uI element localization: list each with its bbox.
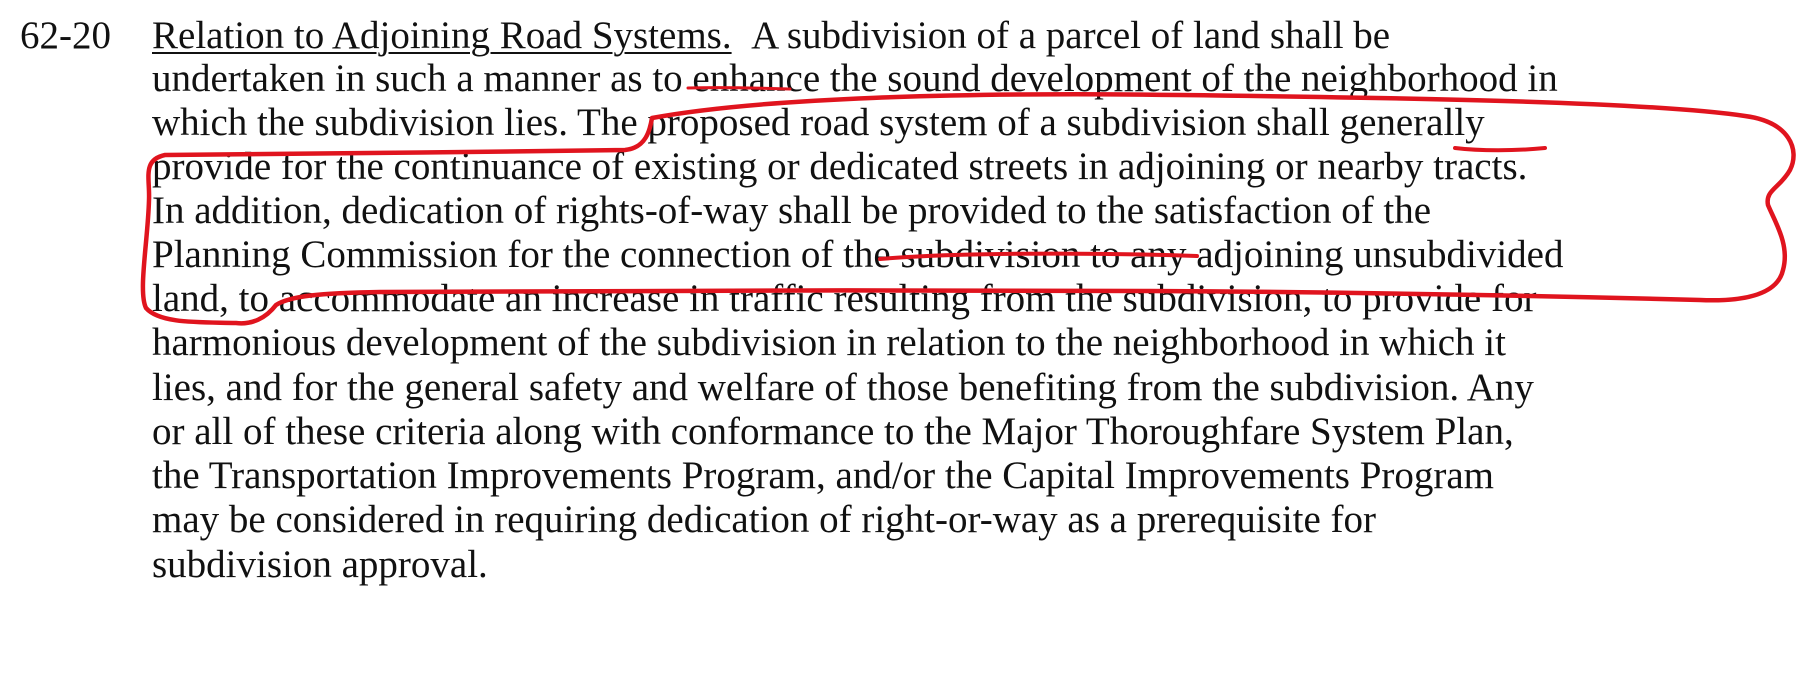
paragraph-line-6: Planning Commission for the connection of the subdivision to any adjoining unsubdivided <box>152 233 1564 276</box>
section-number: 62-20 <box>20 14 111 57</box>
paragraph-line-5: In addition, dedication of rights-of-way shall be provided to the satisfaction of the <box>152 189 1432 232</box>
paragraph-line-13: subdivision approval. <box>152 543 488 586</box>
paragraph-line-12: may be considered in requiring dedication of right-or-way as a prerequisite for <box>152 498 1377 541</box>
section-heading: Relation to Adjoining Road Systems. <box>152 14 732 57</box>
paragraph-line-2: undertaken in such a manner as to enhance the sound development of the neighborhood in <box>152 57 1558 100</box>
paragraph-line-9: lies, and for the general safety and welfare of those benefiting from the subdivision. Any <box>152 366 1534 409</box>
paragraph-line-10: or all of these criteria along with conformance to the Major Thoroughfare System Plan, <box>152 410 1514 453</box>
paragraph-line-4: provide for the continuance of existing or dedicated streets in adjoining or nearby tracts. <box>152 145 1528 188</box>
line-text: A subdivision of a parcel of land shall be <box>751 14 1391 57</box>
paragraph-line-3: which the subdivision lies. The proposed road system of a subdivision shall generally <box>152 101 1485 144</box>
paragraph-line-8: harmonious development of the subdivision in relation to the neighborhood in which it <box>152 321 1506 364</box>
paragraph-line-7: land, to accommodate an increase in traffic resulting from the subdivision, to provide for <box>152 277 1537 320</box>
paragraph-line-11: the Transportation Improvements Program, and/or the Capital Improvements Program <box>152 454 1495 497</box>
